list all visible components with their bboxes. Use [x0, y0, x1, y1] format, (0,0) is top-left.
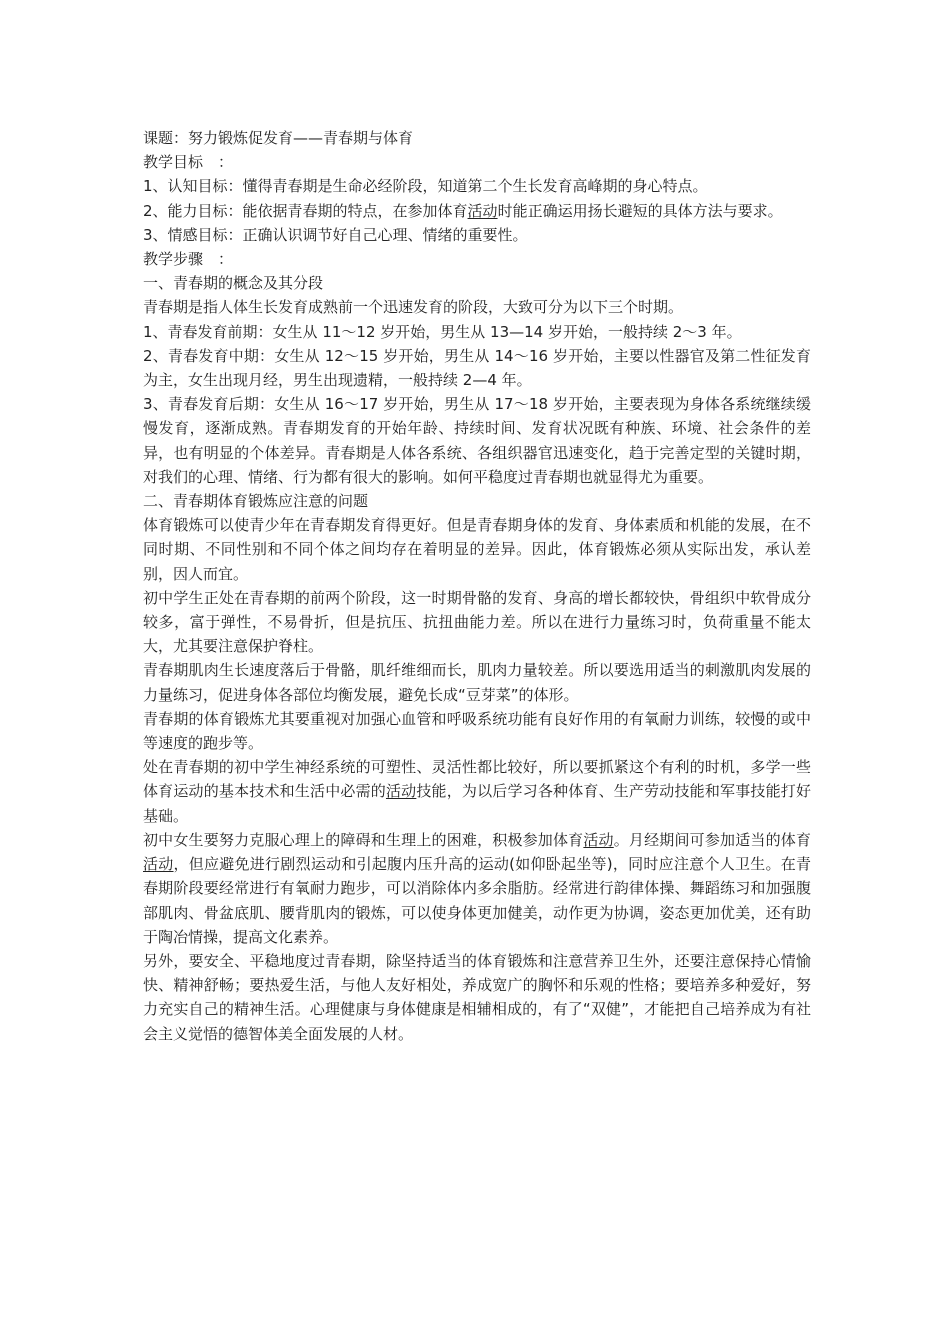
paragraph-text: ，但应避免进行剧烈运动和引起腹内压升高的运动(如仰卧起坐等)，同时应注意个人卫生。在青春期阶段要经常进行有氧耐力跑步，可以消除体内多余脂肪。经常进行韵律体操、舞蹈练习和加强腹部肌肉、骨盆底肌、腰背肌肉的锻炼，可以使身体更加健美，动作更为协调，姿态更加优美，还有助于陶冶情操，提高文化素养。 — [143, 855, 811, 946]
paragraph-text: 2、能力目标：能依据青春期的特点，在参加体育 — [143, 201, 468, 220]
paragraph — [143, 513, 811, 586]
paragraph-text: 3、情感目标：正确认识调节好自己心理、情绪的重要性。 — [143, 225, 528, 244]
paragraph-text: 。月经期间可参加适当的体育 — [613, 830, 811, 849]
paragraph — [143, 828, 811, 949]
paragraph — [143, 344, 811, 392]
paragraph-text: 另外，要安全、平稳地度过青春期，除坚持适当的体育锻炼和注意营养卫生外，还要注意保持心情愉快、精神舒畅；要热爱生活，与他人友好相处，养成宽广的胸怀和乐观的性格；要培养多种爱好，努力充实自己的精神生活。心理健康与身体健康是相辅相成的，有了“双健”，才能把自己培养成为有社会主义觉悟的德智体美全面发展的人材。 — [143, 951, 811, 1043]
paragraph — [143, 150, 811, 174]
paragraph — [143, 271, 811, 295]
paragraph-text: 初中学生正处在青春期的前两个阶段，这一时期骨骼的发育、身高的增长都较快，骨组织中软骨成分较多，富于弹性，不易骨折，但是抗压、抗扭曲能力差。所以在进行力量练习时，负荷重量不能太大，尤其要注意保护脊柱。 — [143, 588, 811, 656]
paragraph-text: 时能正确运用扬长避短的具体方法与要求。 — [497, 201, 783, 220]
paragraph-text: 1、认知目标：懂得青春期是生命必经阶段，知道第二个生长发育高峰期的身心特点。 — [143, 177, 708, 196]
paragraph — [143, 489, 811, 513]
paragraph-text: 青春期的体育锻炼尤其要重视对加强心血管和呼吸系统功能有良好作用的有氧耐力训练，较慢的或中等速度的跑步等。 — [143, 709, 811, 753]
paragraph — [143, 658, 811, 706]
paragraph — [143, 707, 811, 755]
underlined-term: 活动 — [583, 830, 614, 849]
paragraph-text: 青春期肌肉生长速度落后于骨骼，肌纤维细而长，肌肉力量较差。所以要选用适当的刺激肌肉发展的力量练习，促进身体各部位均衡发展，避免长成“豆芽菜”的体形。 — [143, 661, 811, 704]
paragraph-text: 3、青春发育后期：女生从 16～17 岁开始，男生从 17～18 岁开始，主要表现为身体各系统继续缓慢发育，逐渐成熟。青春期发育的开始年龄、持续时间、发育状况既有种族、环境、社会条件的差异，也有明显的个体差异。青春期是人体各系统、各组织器官迅速变化，趋于完善定型的关键时期，对我们的心理、情绪、行为都有很大的影响。如何平稳度过青春期也就显得尤为重要。 — [143, 395, 811, 486]
paragraph — [143, 755, 811, 828]
paragraph — [143, 199, 811, 223]
paragraph-text: 二、青春期体育锻炼应注意的问题 — [143, 492, 369, 511]
underlined-term: 活动 — [385, 782, 417, 801]
paragraph-text: 体育锻炼可以使青少年在青春期发育得更好。但是青春期身体的发育、身体素质和机能的发展，在不同时期、不同性别和不同个体之间均存在着明显的差异。因此，体育锻炼必须从实际出发，承认差别，因人而宜。 — [143, 516, 811, 583]
paragraph — [143, 174, 811, 198]
document-body — [143, 126, 811, 1046]
paragraph — [143, 392, 811, 489]
paragraph — [143, 247, 811, 271]
underlined-term: 活动 — [143, 855, 174, 874]
paragraph-text: 课题：努力锻炼促发育——青春期与体育 — [143, 129, 414, 147]
paragraph-text: 处在青春期的初中学生神经系统的可塑性、灵活性都比较好，所以要抓紧这个有利的时机，多学一些体育运动的基本技术和生活中必需的 — [143, 758, 811, 801]
paragraph-text: 教学目标 ： — [143, 153, 234, 172]
paragraph — [143, 126, 811, 150]
paragraph-text: 教学步骤 ： — [143, 250, 234, 269]
paragraph-text: 1、青春发育前期：女生从 11～12 岁开始，男生从 13—14 岁开始，一般持续 2～3 年。 — [143, 322, 742, 341]
paragraph-text: 2、青春发育中期：女生从 12～15 岁开始，男生从 14～16 岁开始，主要以性器官及第二性征发育为主，女生出现月经，男生出现遗精，一般持续 2—4 年。 — [143, 346, 811, 390]
paragraph — [143, 295, 811, 319]
paragraph-text: 青春期是指人体生长发育成熟前一个迅速发育的阶段，大致可分为以下三个时期。 — [143, 298, 684, 317]
underlined-term: 活动 — [467, 201, 498, 220]
paragraph — [143, 586, 811, 659]
paragraph — [143, 320, 811, 344]
paragraph-text: 初中女生要努力克服心理上的障碍和生理上的困难，积极参加体育 — [143, 830, 584, 849]
paragraph — [143, 223, 811, 247]
paragraph — [143, 949, 811, 1046]
paragraph-text: 一、青春期的概念及其分段 — [143, 274, 324, 293]
paragraph-text: 技能，为以后学习各种体育、生产劳动技能和军事技能打好基础。 — [143, 782, 811, 825]
